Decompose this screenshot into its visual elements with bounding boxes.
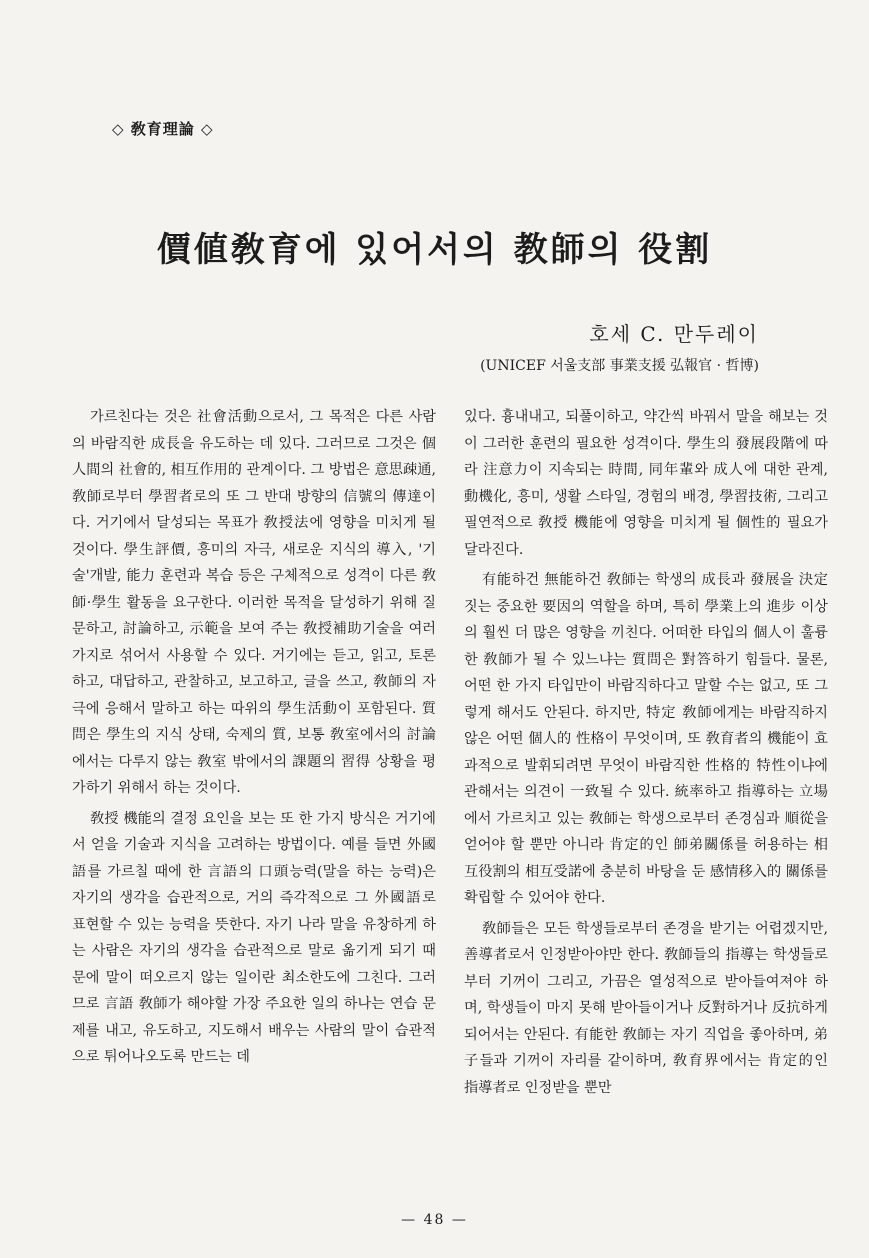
paragraph: 敎授 機能의 결정 요인을 보는 또 한 가지 방식은 거기에서 얻을 기술과 지식을 고려하는 방법이다. 예를 들면 外國語를 가르칠 때에 한 言語의 口頭능력(말을 하는 능력)은 자기의 생각을 습관적으로, 거의 즉각적으로 그 外國語로 표현할 수 있는 능력을 뜻한다. 자기 나라 말을 유창하게 하는 사람은 자기의 생각을 습관적으로 말로 옮기게 되기 때문에 말이 떠오르지 않는 일이란 최소한도에 그친다. 그러므로 言語 敎師가 해야할 가장 주요한 일의 하나는 연습 문제를 내고, 유도하고, 지도해서 배우는 사람의 말이 습관적으로 튀어나오도록 만드는 데 [72,810,436,1065]
left-column [72,404,436,1075]
section-tag: ◇ 敎育理論 ◇ [112,120,214,138]
page-number: — 48 — [401,1212,468,1228]
right-column [464,404,828,1105]
byline [480,318,759,375]
article-title: 價値敎育에 있어서의 教師의 役割 [156,230,713,270]
paragraph: 가르친다는 것은 社會活動으로서, 그 목적은 다른 사람의 바람직한 成長을 유도하는 데 있다. 그러므로 그것은 個人間의 社會的, 相互作用的 관계이다. 그 방법은 意思疎通, 敎師로부터 學習者로의 또 그 반대 방향의 信號의 傳達이다. 거기에서 달성되는 목표가 敎授法에 영향을 미치게 될 것이다. 學生評價, 흥미의 자극, 새로운 지식의 導入, '기술'개발, 能力 훈련과 복습 등은 구체적으로 성격이 다른 敎師·學生 활동을 요구한다. 이러한 목적을 달성하기 위해 질문하고, 討論하고, 示範을 보여 주는 敎授補助기술을 여러가지로 섞어서 사용할 수 있다. 거기에는 듣고, 읽고, 토론하고, 대답하고, 관찰하고, 보고하고, 글을 쓰고, 敎師의 자극에 응해서 말하고 하는 따위의 學生活動이 포함된다. 質問은 學生의 지식 상태, 숙제의 質, 보통 敎室에서의 討論에서는 다루지 않는 敎室 밖에서의 課題의 習得 상황을 평가하기 위해서 하는 것이다. [72,409,436,796]
paragraph: 有能하건 無能하건 敎師는 학생의 成長과 發展을 決定짓는 중요한 要因의 역할을 하며, 특히 學業上의 進步 이상의 훨씬 더 많은 영향을 끼친다. 어떠한 타입의 個人이 훌륭한 敎師가 될 수 있느냐는 質問은 對答하기 힘들다. 물론, 어떤 한 가지 타입만이 바람직하다고 말할 수는 없고, 또 그렇게 해서도 안된다. 하지만, 特定 敎師에게는 바람직하지 않은 어떤 個人的 性格이 무엇이며, 또 敎育者의 機能이 효과적으로 발휘되려면 무엇이 바람직한 性格的 特性이냐에 관해서는 의견이 一致될 수 있다. 統率하고 指導하는 立場에서 가르치고 있는 敎師는 학생으로부터 존경심과 順從을 얻어야 할 뿐만 아니라 肯定的인 師弟關係를 허용하는 相互役割의 相互受諾에 충분히 바탕을 둔 感情移入的 關係를 확립할 수 있어야 한다. [464,572,828,906]
paragraph: 敎師들은 모든 학생들로부터 존경을 받기는 어렵겠지만, 善導者로서 인정받아야만 한다. 敎師들의 指導는 학생들로부터 기꺼이 그리고, 가끔은 열성적으로 받아들여져야 하며, 학생들이 마지 못해 받아들이거나 反對하거나 反抗하게 되어서는 안된다. 有能한 敎師는 자기 직업을 좋아하며, 弟子들과 기꺼이 자리를 같이하며, 敎育界에서는 肯定的인 指導者로 인정받을 뿐만 [464,920,828,1096]
author-name: 호세 C. 만두레이 [589,322,759,346]
author-affiliation: (UNICEF 서울支部 事業支援 弘報官 · 哲博) [480,358,759,374]
paragraph: 있다. 흉내내고, 되풀이하고, 약간씩 바꿔서 말을 해보는 것이 그러한 훈련의 필요한 성격이다. 學生의 發展段階에 따라 注意力이 지속되는 時間, 同年輩와 成人에 대한 관계, 動機化, 흥미, 생활 스타일, 경험의 배경, 學習技術, 그리고 필연적으로 敎授 機能에 영향을 미치게 될 個性的 필요가 달라진다. [464,409,828,558]
